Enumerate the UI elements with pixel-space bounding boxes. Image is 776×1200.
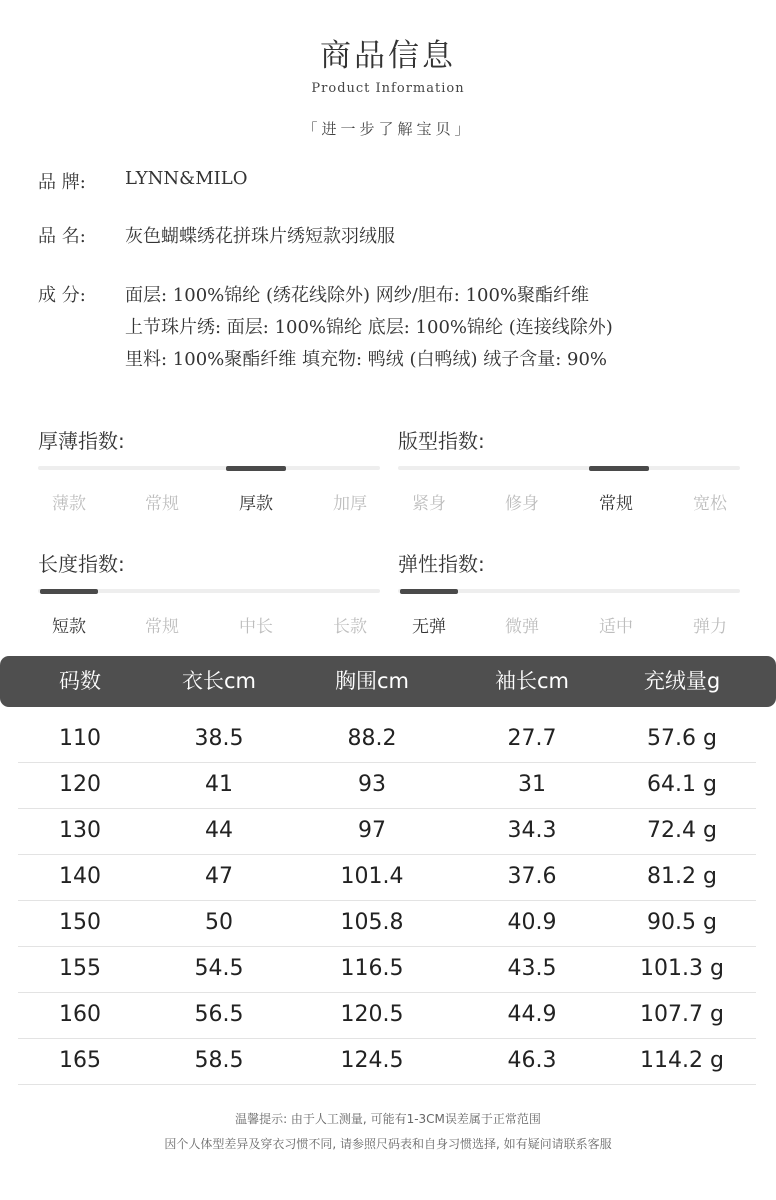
composition-label: 成 分: (38, 285, 86, 306)
table-cell: 44 (205, 818, 233, 843)
index-option: 宽松 (693, 494, 727, 514)
table-cell: 44.9 (507, 1002, 557, 1027)
table-cell: 101.4 (340, 864, 404, 889)
table-row (18, 1038, 756, 1085)
table-cell: 165 (59, 1048, 101, 1073)
section-header (0, 30, 776, 139)
index-label: 版型指数: (398, 429, 485, 453)
index-track (398, 466, 740, 470)
table-cell: 54.5 (194, 956, 244, 981)
index-option: 弹力 (693, 617, 727, 637)
table-row (18, 946, 756, 993)
index-track-fill (40, 589, 98, 594)
table-cell: 93 (358, 772, 386, 797)
name-label: 品 名: (38, 226, 86, 247)
index-track-fill (226, 466, 286, 471)
table-cell: 110 (59, 726, 101, 751)
index-option: 微弹 (505, 617, 539, 637)
index-option: 紧身 (412, 494, 446, 514)
index-label: 长度指数: (38, 552, 125, 576)
name-value: 灰色蝴蝶绣花拼珠片绣短款羽绒服 (125, 226, 395, 247)
table-cell: 90.5 g (647, 910, 717, 935)
table-header-cell: 袖长cm (494, 669, 569, 693)
table-cell: 130 (59, 818, 101, 843)
page-title: 商品信息 (320, 38, 456, 74)
table-row (18, 992, 756, 1039)
index-option: 常规 (145, 494, 179, 514)
table-cell: 27.7 (507, 726, 557, 751)
table-cell: 50 (205, 910, 233, 935)
brand-value: LYNN&MILO (125, 168, 248, 189)
table-cell: 155 (59, 956, 101, 981)
table-cell: 105.8 (340, 910, 404, 935)
brand-label: 品 牌: (38, 172, 86, 193)
table-row (18, 854, 756, 901)
table-cell: 37.6 (507, 864, 557, 889)
table-cell: 116.5 (340, 956, 404, 981)
table-cell: 57.6 g (647, 726, 717, 751)
index-track (398, 589, 740, 593)
table-cell: 64.1 g (647, 772, 717, 797)
table-row (18, 716, 756, 763)
index-option-selected: 厚款 (239, 494, 273, 514)
index-option-selected: 短款 (52, 617, 86, 637)
table-cell: 34.3 (507, 818, 557, 843)
index-track (38, 589, 380, 593)
table-cell: 58.5 (194, 1048, 244, 1073)
index-option: 加厚 (333, 494, 367, 514)
table-header-cell: 衣长cm (181, 669, 256, 693)
page-tagline: 「进一步了解宝贝」 (302, 120, 474, 138)
index-track-fill (589, 466, 649, 471)
index-label: 弹性指数: (398, 552, 485, 576)
page-subtitle: Product Information (311, 81, 465, 96)
composition-line: 面层: 100%锦纶 (绣花线除外) 网纱/胆布: 100%聚酯纤维 (125, 285, 590, 306)
table-cell: 41 (205, 772, 233, 797)
table-cell: 97 (358, 818, 386, 843)
table-cell: 140 (59, 864, 101, 889)
index-option: 薄款 (52, 494, 86, 514)
index-option: 中长 (239, 617, 273, 637)
index-label: 厚薄指数: (38, 429, 125, 453)
table-cell: 124.5 (340, 1048, 404, 1073)
table-cell: 88.2 (347, 726, 397, 751)
table-header (0, 656, 776, 707)
table-cell: 150 (59, 910, 101, 935)
index-option: 常规 (145, 617, 179, 637)
table-cell: 46.3 (507, 1048, 557, 1073)
table-header-cell: 胸围cm (334, 669, 409, 693)
table-cell: 81.2 g (647, 864, 717, 889)
table-header-cell: 充绒量g (643, 669, 721, 693)
table-cell: 47 (205, 864, 233, 889)
composition-line: 里料: 100%聚酯纤维 填充物: 鸭绒 (白鸭绒) 绒子含量: 90% (125, 349, 608, 370)
index-option-selected: 常规 (599, 494, 633, 514)
note-line: 温馨提示: 由于人工测量, 可能有1-3CM误差属于正常范围 (235, 1112, 541, 1126)
table-row (18, 762, 756, 809)
table-cell: 38.5 (194, 726, 244, 751)
composition-line: 上节珠片绣: 面层: 100%锦纶 底层: 100%锦纶 (连接线除外) (125, 317, 613, 338)
table-cell: 31 (518, 772, 546, 797)
table-cell: 101.3 g (640, 956, 724, 981)
index-option: 长款 (333, 617, 367, 637)
table-row (18, 808, 756, 855)
table-header-cell: 码数 (59, 669, 101, 693)
table-cell: 120.5 (340, 1002, 404, 1027)
index-track-fill (400, 589, 458, 594)
table-cell: 72.4 g (647, 818, 717, 843)
table-cell: 160 (59, 1002, 101, 1027)
index-option: 修身 (505, 494, 539, 514)
note-line: 因个人体型差异及穿衣习惯不同, 请参照尺码表和自身习惯选择, 如有疑问请联系客服 (164, 1137, 612, 1151)
table-cell: 56.5 (194, 1002, 244, 1027)
table-row (18, 900, 756, 947)
table-cell: 107.7 g (640, 1002, 724, 1027)
index-track (38, 466, 380, 470)
index-option-selected: 无弹 (412, 617, 446, 637)
table-cell: 120 (59, 772, 101, 797)
table-cell: 40.9 (507, 910, 557, 935)
table-cell: 114.2 g (640, 1048, 724, 1073)
table-cell: 43.5 (507, 956, 557, 981)
index-option: 适中 (599, 617, 633, 637)
